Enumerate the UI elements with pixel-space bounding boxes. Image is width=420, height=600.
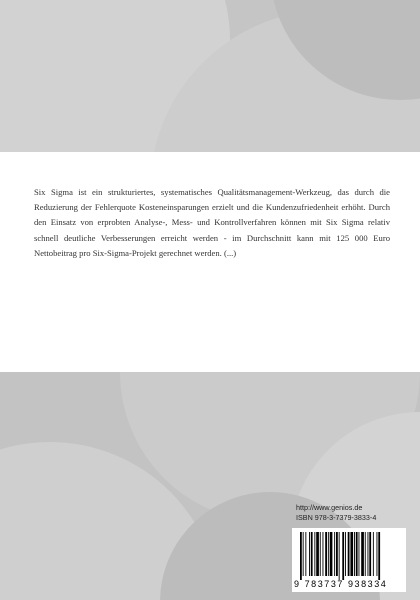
top-decorative-band [0,0,420,152]
barcode-bar [336,532,338,576]
isbn-number: ISBN 978-3-7379-3833-4 [296,512,377,522]
barcode-bar [303,532,304,576]
barcode-bar [377,532,378,576]
barcode-bar [330,532,333,576]
barcode-bar [305,532,306,576]
publisher-url: http://www.genios.de [296,503,363,512]
barcode-bar [359,532,360,576]
barcode-bar [378,532,380,580]
barcode-digits: 9 783737 938334 [294,579,388,589]
barcode-bar [323,532,324,576]
barcode-bar [316,532,319,576]
barcode-bar [345,532,346,576]
barcode-bar [311,532,313,576]
barcode-bar [334,532,335,576]
barcode-icon [292,528,406,592]
barcode-bar [339,532,340,580]
barcode-bars [292,528,406,580]
barcode-bar [309,532,310,576]
cover-blurb: Six Sigma ist ein strukturiertes, systematisches Qualitätsmanagement-Werkzeug, das durch die Reduzierung der Fehlerquote Kosteneinsparungen erzielt und die Kundenzufriedenheit erhöht. Durch den Einsatz von erprobten Analyse-, Mess- und Kontrollverfahren können mit Six Sigma relativ schnell deutliche Verbesserungen erreicht werden - im Durchschnitt kann mit 125 000 Euro Nettobeitrag pro Six-Sigma-Projekt gerechnet werden. (...) [34,186,390,259]
barcode-bar [368,532,369,576]
barcode-bar [325,532,327,576]
barcode-bar [342,532,344,580]
publisher-meta [296,503,406,523]
barcode-bar [320,532,321,576]
barcode-bar [365,532,366,576]
barcode-bar [369,532,371,576]
barcode-bar [348,532,350,576]
barcode-bar [356,532,358,576]
barcode-bar [354,532,355,576]
barcode-bar [350,532,353,576]
barcode-bar [314,532,315,576]
barcode-bar [300,532,302,580]
barcode-bar [373,532,374,576]
barcode-bar [328,532,329,576]
barcode-bar [361,532,364,576]
